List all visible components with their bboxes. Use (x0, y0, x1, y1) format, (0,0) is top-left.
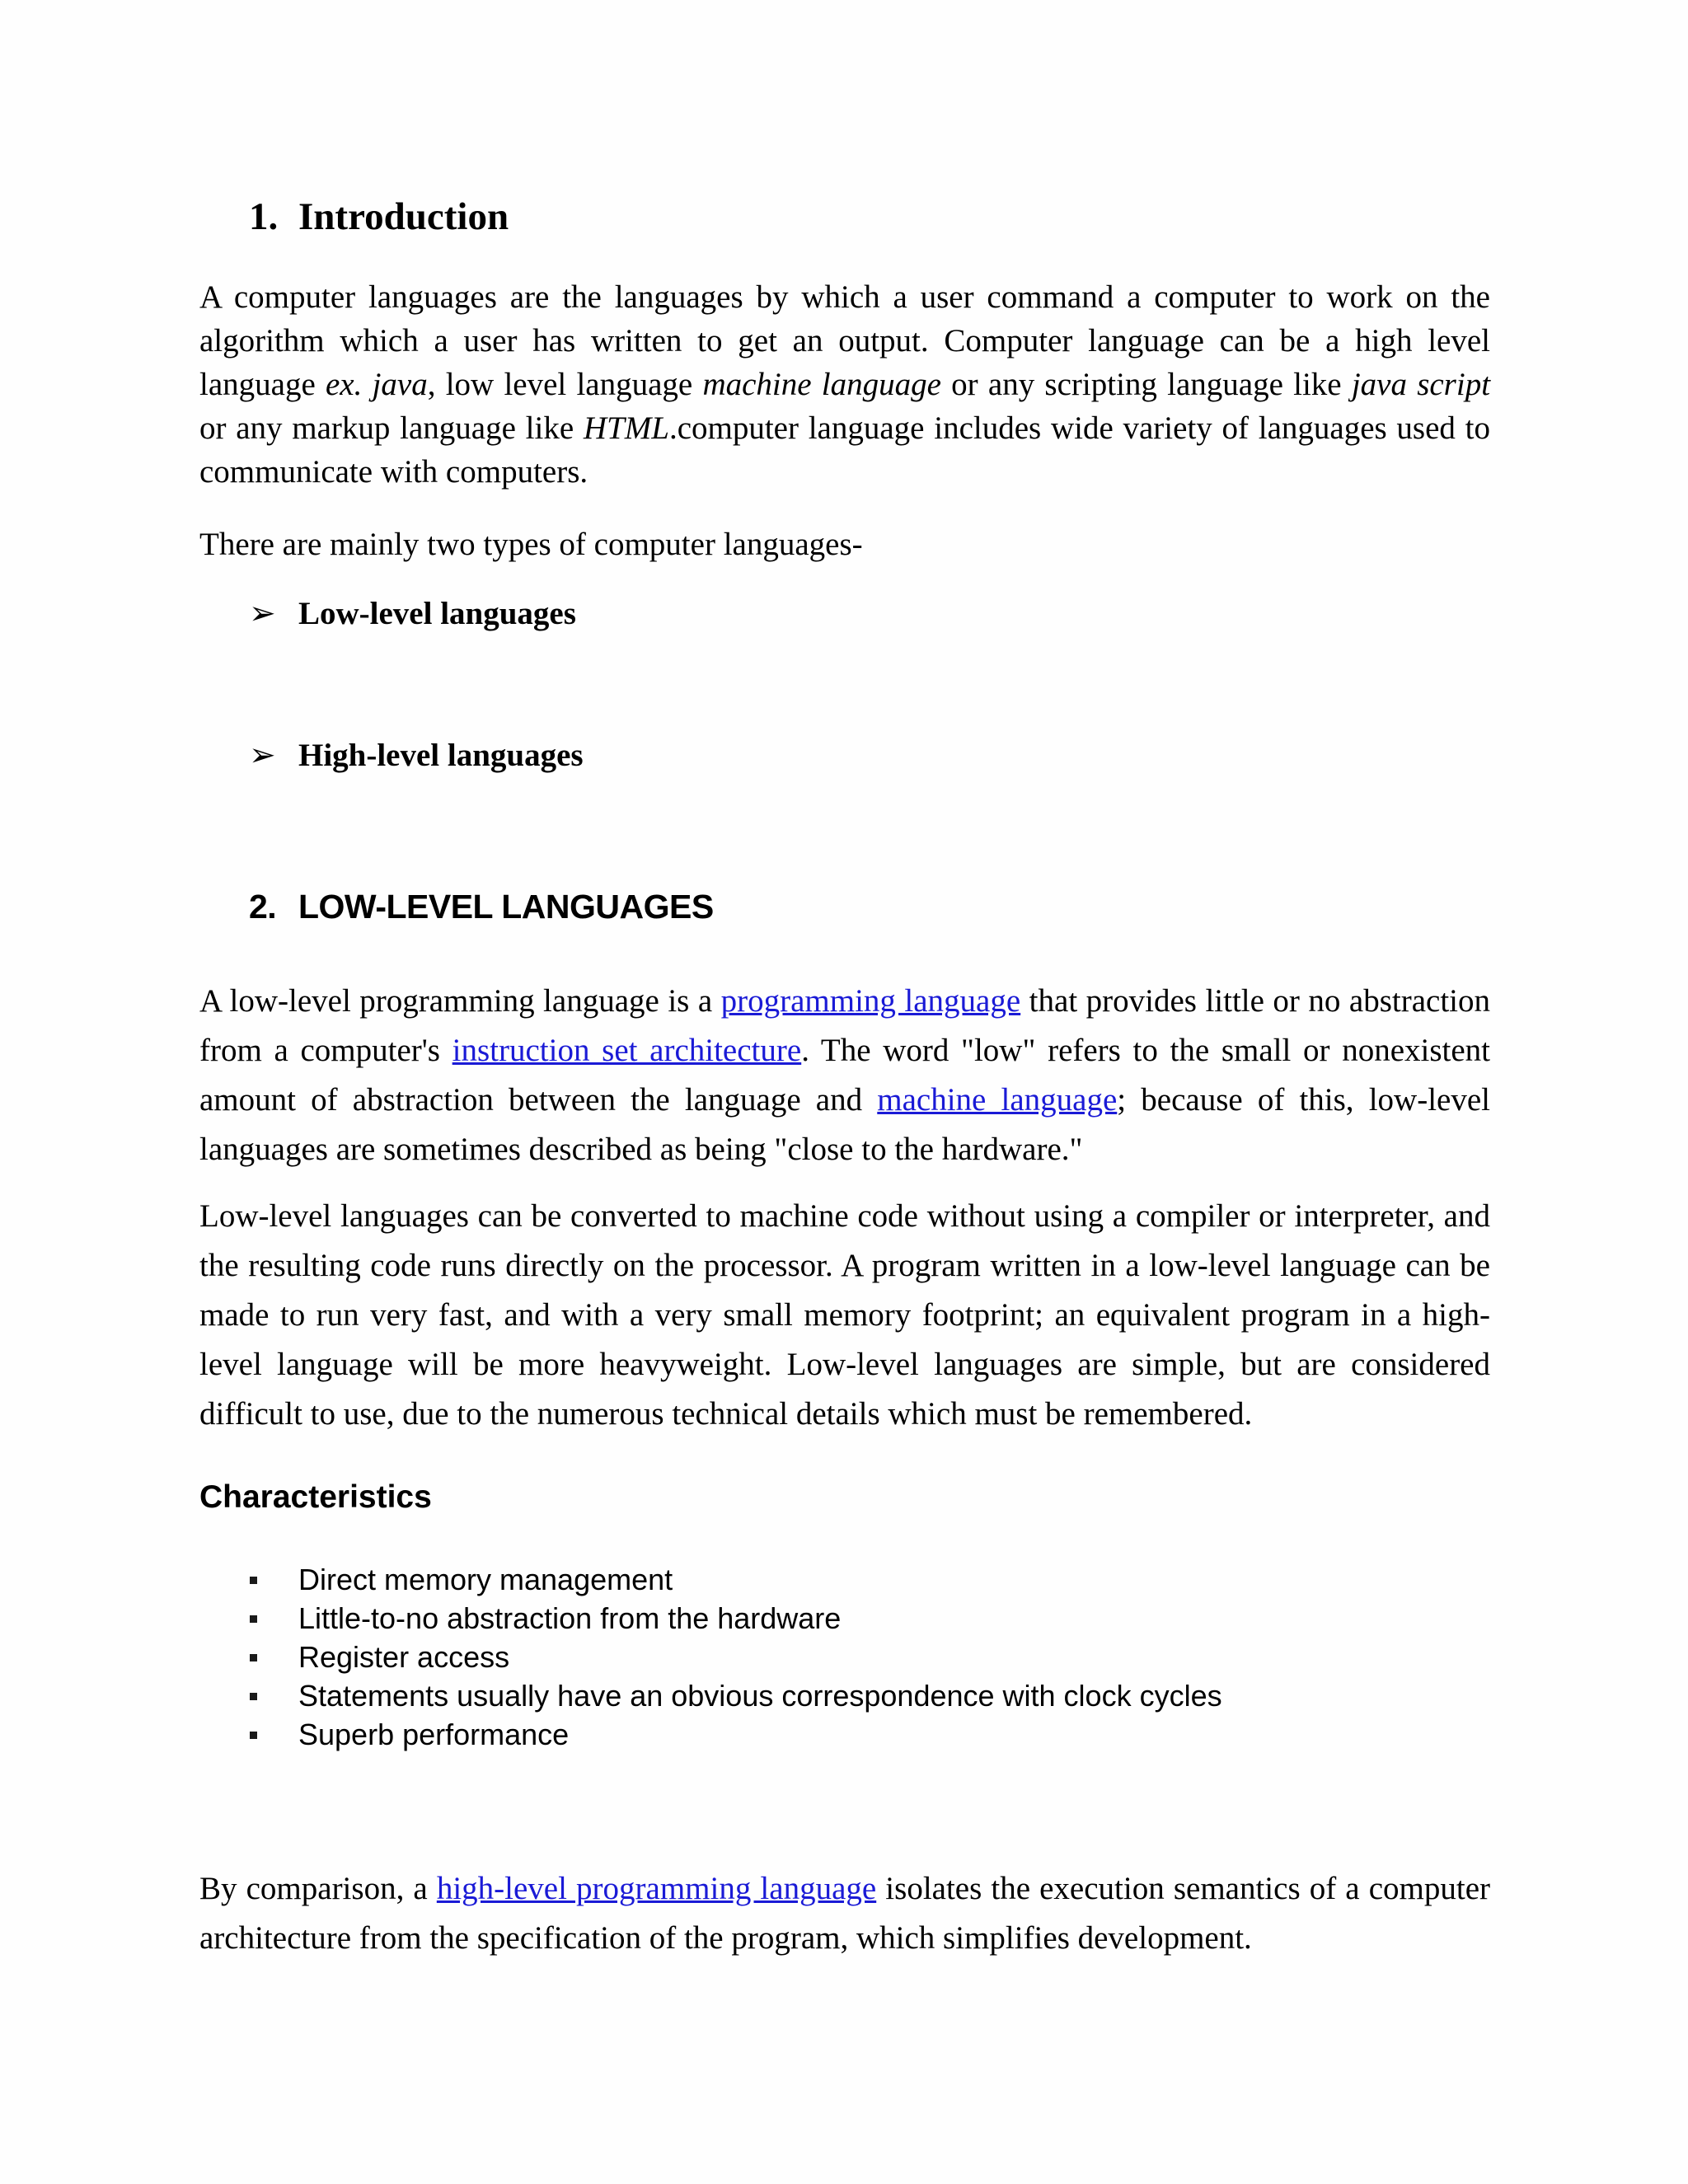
low-level-paragraph-1 (199, 977, 1490, 1174)
square-bullet-icon (250, 1654, 257, 1661)
ll-text-3: . The word "low" refers to the small or nonexistent amount of abstraction between the language and (199, 1033, 1490, 1118)
ll-text-1: A low-level programming language is a (199, 983, 721, 1019)
cmp-text-2: isolates the execution semantics of a computer architecture from the specification of the program, which simplifies development. (199, 1871, 1490, 1956)
list-item-text: Direct memory management (298, 1563, 673, 1596)
cmp-text-1: By comparison, a (199, 1871, 437, 1906)
intro-text-4: or any markup language like (199, 410, 584, 446)
intro-italic-html: HTML (583, 410, 669, 446)
type-label: Low-level languages (298, 596, 576, 631)
intro-italic-java: ex. java (326, 367, 428, 402)
type-item-high-level (249, 733, 584, 777)
types-intro: There are mainly two types of computer languages- (199, 527, 863, 562)
section-2-heading (249, 888, 714, 926)
intro-text-2: , low level language (427, 367, 703, 402)
intro-italic-java-script: java script (1351, 367, 1491, 402)
list-item (199, 1560, 1222, 1599)
arrow-bullet-icon: ➢ (249, 738, 276, 773)
section-2-number: 2. (249, 888, 277, 926)
ll-text-2: that provides little or no abstraction from a computer's (199, 983, 1491, 1068)
low-level-paragraph-2: Low-level languages can be converted to machine code without using a compiler or interpreter, and the resulting code runs directly on the processor. A program written in a low-level language can be made to run very fast, and with a very small memory footprint; an equivalent program in a high-level language will be more heavyweight. Low-level languages are simple, but are considered difficult to use, due to the numerous technical details which must be remembered. (199, 1198, 1490, 1432)
square-bullet-icon (250, 1577, 257, 1584)
section-2-title: LOW-LEVEL LANGUAGES (298, 888, 714, 926)
characteristics-list (199, 1560, 1222, 1754)
square-bullet-icon (250, 1732, 257, 1739)
type-item-low-level (249, 592, 576, 635)
list-item-text: Superb performance (298, 1718, 570, 1751)
list-item (199, 1599, 1222, 1638)
list-item (199, 1715, 1222, 1754)
intro-text-3: or any scripting language like (940, 367, 1352, 402)
type-label: High-level languages (298, 738, 584, 773)
list-item-text: Register access (298, 1640, 510, 1674)
ll-text-4: ; because of this, low-level languages are sometimes described as being "close to the hardware." (199, 1082, 1490, 1167)
intro-italic-machine-language: machine language (702, 367, 941, 402)
high-level-programming-language-link[interactable]: high-level programming language (436, 1871, 877, 1906)
list-item (199, 1638, 1222, 1676)
section-1-number: 1. (249, 195, 279, 238)
square-bullet-icon (250, 1615, 257, 1623)
machine-language-link[interactable]: machine language (877, 1082, 1118, 1118)
list-item-text: Statements usually have an obvious correspondence with clock cycles (298, 1679, 1222, 1713)
square-bullet-icon (250, 1693, 257, 1700)
comparison-paragraph (199, 1864, 1490, 1963)
intro-text-5: .computer language includes wide variety of languages used to communicate with computers. (199, 410, 1490, 490)
instruction-set-architecture-link[interactable]: instruction set architecture (452, 1033, 802, 1068)
section-1-heading (249, 194, 509, 239)
arrow-bullet-icon: ➢ (249, 596, 276, 631)
characteristics-heading: Characteristics (199, 1479, 432, 1515)
intro-paragraph (199, 275, 1490, 494)
programming-language-link[interactable]: programming language (720, 983, 1021, 1019)
list-item-text: Little-to-no abstraction from the hardware (298, 1601, 842, 1635)
section-1-title: Introduction (298, 195, 509, 238)
intro-text-1: A computer languages are the languages by which a user command a computer to work on the algorithm which a user has written to get an output. Computer language can be a high level language (199, 279, 1490, 402)
list-item (199, 1676, 1222, 1715)
